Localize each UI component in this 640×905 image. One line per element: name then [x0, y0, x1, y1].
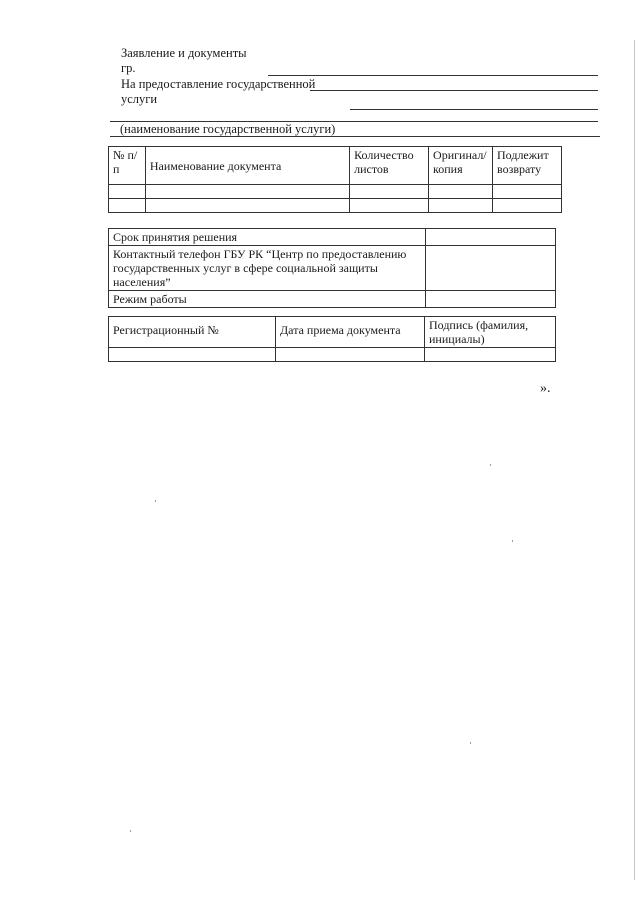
col-signature: Подпись (фамилия, инициалы): [425, 317, 556, 348]
citizen-name-line: [268, 75, 598, 76]
scan-edge-shadow: [634, 40, 635, 880]
table-cell: [109, 348, 276, 362]
header-line-4: услуги: [121, 92, 158, 106]
scan-speck: [490, 464, 491, 466]
documents-table: [108, 146, 562, 213]
table-cell: [425, 348, 556, 362]
documents-table-header: [109, 147, 562, 185]
header-line-2: гр.: [121, 61, 136, 75]
table-row: [109, 199, 562, 213]
decision-term-label: Срок принятия решения: [109, 229, 426, 246]
table-cell: [350, 199, 429, 213]
scan-speck: [512, 540, 513, 542]
table-cell: [493, 185, 562, 199]
table-row: [109, 348, 556, 362]
scan-speck: [470, 742, 471, 744]
col-registration-number: Регистрационный №: [109, 317, 276, 348]
working-hours-label: Режим работы: [109, 291, 426, 308]
table-cell: [350, 185, 429, 199]
contact-phone-label: Контактный телефон ГБУ РК “Центр по предоставлению государственных услуг в сфере социальной защиты населения”: [109, 246, 426, 291]
closing-quote-mark: ».: [540, 381, 551, 396]
table-cell: [145, 185, 349, 199]
table-row: [109, 246, 556, 291]
service-line-4: [110, 136, 600, 137]
table-row: [109, 291, 556, 308]
service-caption: (наименование государственной услуги): [120, 122, 336, 136]
working-hours-value: [426, 291, 556, 308]
table-row: [109, 185, 562, 199]
col-document-name: Наименование документа: [145, 147, 349, 185]
info-table: [108, 228, 556, 308]
registration-table: [108, 316, 556, 362]
col-to-return: Подлежит возврату: [493, 147, 562, 185]
table-cell: [276, 348, 425, 362]
table-cell: [109, 199, 146, 213]
col-original-copy: Оригинал/ копия: [429, 147, 493, 185]
table-cell: [109, 185, 146, 199]
registration-table-header: [109, 317, 556, 348]
col-receipt-date: Дата приема документа: [276, 317, 425, 348]
service-line-2: [350, 109, 598, 110]
table-cell: [429, 199, 493, 213]
col-sheet-count: Количество листов: [350, 147, 429, 185]
service-line-1: [310, 90, 598, 91]
contact-phone-value: [426, 246, 556, 291]
header-line-1: Заявление и документы: [121, 46, 247, 60]
decision-term-value: [426, 229, 556, 246]
table-cell: [145, 199, 349, 213]
header-line-3: На предоставление государственной: [121, 77, 316, 91]
table-cell: [493, 199, 562, 213]
scan-speck: [130, 830, 131, 832]
scan-speck: [155, 500, 156, 502]
table-cell: [429, 185, 493, 199]
col-number: № п/п: [109, 147, 146, 185]
table-row: [109, 229, 556, 246]
